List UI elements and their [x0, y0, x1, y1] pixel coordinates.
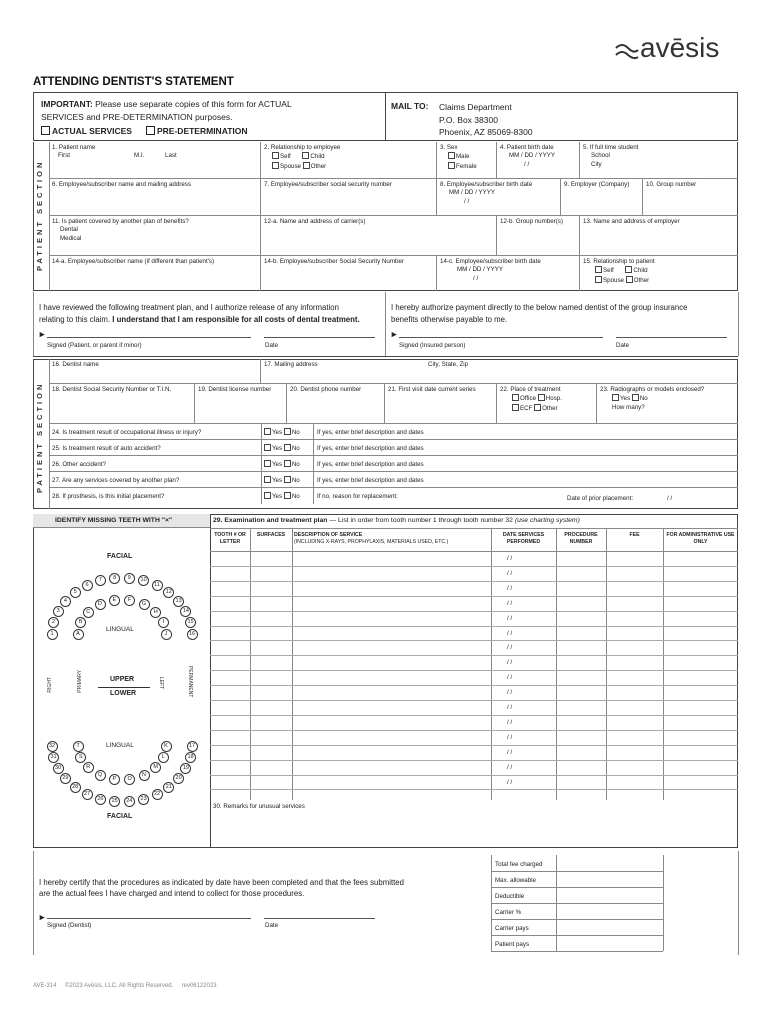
totals-label: Carrier pays — [495, 925, 529, 932]
col-admin-header — [663, 529, 738, 551]
yes-label: Yes — [272, 445, 283, 452]
insured-signature-line[interactable] — [399, 337, 603, 338]
col-description-header — [292, 529, 491, 551]
divider — [313, 488, 314, 504]
arrow-icon: ► — [390, 329, 399, 339]
date-slashes[interactable]: / / — [507, 763, 513, 771]
tooth-lower-L[interactable]: L — [158, 752, 169, 763]
totals-label: Deductible — [495, 893, 525, 900]
yes-checkbox[interactable] — [264, 428, 271, 435]
yes-no-options[interactable] — [264, 476, 300, 484]
lower-label: LOWER — [110, 690, 137, 697]
header-text: PROCEDURE NUMBER — [564, 532, 598, 545]
tooth-upper-C[interactable]: C — [83, 607, 94, 618]
arrow-icon: ► — [38, 329, 47, 339]
tooth-upper-14[interactable]: 14 — [180, 606, 191, 617]
dentist-date-label: Date — [265, 922, 279, 929]
signed-insured-label: Signed (Insured person) — [399, 342, 466, 349]
no-checkbox[interactable] — [284, 460, 291, 467]
certification-text: I hereby certify that the procedures as indicated by date have been completed and that the fees submitted are the actual fees I have charged and intend to collect for those procedures. — [39, 878, 404, 898]
field-relationship-to-patient[interactable]: 15. Relationship to patient Self Child Spouse Other — [583, 258, 655, 284]
tooth-lower-18[interactable]: 18 — [185, 752, 196, 763]
totals-right-border — [663, 855, 664, 951]
yes-no-options[interactable] — [264, 492, 300, 500]
field-patient-name[interactable]: 1. Patient name First M.I. Last — [49, 142, 261, 179]
date-slashes[interactable]: / / — [507, 733, 513, 741]
tooth-lower-T[interactable]: T — [73, 741, 84, 752]
row-divider — [210, 581, 738, 582]
divider — [261, 472, 262, 488]
tooth-upper-G[interactable]: G — [139, 599, 150, 610]
patient-section-label: PATIENT SECTION — [35, 159, 44, 271]
totals-value-field[interactable] — [557, 888, 662, 902]
totals-value-field[interactable] — [557, 904, 662, 918]
tooth-lower-K[interactable]: K — [161, 741, 172, 752]
field-employer[interactable]: 9. Employer (Company) — [561, 179, 643, 216]
row-divider — [210, 789, 738, 790]
mail-to-address: Claims Department P.O. Box 38300 Phoenix, AZ 85069-8300 — [439, 102, 533, 137]
prior-placement-label: Date of prior placement: — [567, 495, 634, 502]
yes-checkbox[interactable] — [264, 492, 271, 499]
tooth-upper-J[interactable]: J — [161, 629, 172, 640]
tooth-lower-28[interactable]: 28 — [70, 782, 81, 793]
tooth-upper-4[interactable]: 4 — [60, 596, 71, 607]
yes-label: Yes — [272, 493, 283, 500]
lingual-lower-label: LINGUAL — [106, 742, 134, 749]
insured-date-label: Date — [616, 342, 630, 349]
tooth-upper-11[interactable]: 11 — [152, 580, 163, 591]
tooth-upper-5[interactable]: 5 — [70, 587, 81, 598]
field-other-plan[interactable]: 11. Is patient covered by another plan of benefits? Dental Medical — [49, 216, 261, 256]
field-subscriber-birth-date[interactable]: 8. Employee/subscriber birth date MM / DD / YYYY / / — [437, 179, 561, 216]
totals-label: Total fee charged — [495, 861, 543, 868]
mail-to-label: MAIL TO: — [391, 101, 429, 111]
yes-checkbox[interactable] — [264, 444, 271, 451]
field-relationship[interactable]: 2. Relationship to employee Self Child Spouse Other — [261, 142, 437, 179]
field-subscriber-ssn[interactable]: 7. Employee/subscriber social security number — [261, 179, 437, 216]
no-checkbox[interactable] — [284, 428, 291, 435]
yes-label: Yes — [272, 477, 283, 484]
row-divider — [210, 745, 738, 746]
field-sex[interactable]: 3. Sex Male Female — [437, 142, 497, 179]
tooth-lower-26[interactable]: 26 — [95, 794, 106, 805]
row-divider — [210, 670, 738, 671]
date-slashes[interactable]: / / — [507, 644, 513, 652]
lingual-upper-label: LINGUAL — [106, 626, 134, 633]
plan-header: 29. Examination and treatment plan — List in order from tooth number 1 through tooth number 32 (use charting system) — [213, 517, 580, 524]
tooth-lower-25[interactable]: 25 — [109, 796, 120, 807]
tooth-lower-Q[interactable]: Q — [95, 770, 106, 781]
row-divider — [210, 551, 738, 552]
yes-checkbox[interactable] — [264, 476, 271, 483]
totals-label: Patient pays — [495, 941, 530, 948]
field-other-subscriber-birth-date[interactable]: 14-c. Employee/subscriber birth date MM / DD / YYYY / / — [437, 256, 580, 291]
date-slashes[interactable]: / / — [507, 555, 513, 562]
tooth-upper-10[interactable]: 10 — [138, 575, 149, 586]
field-first-visit-date[interactable]: 21. First visit date current series — [385, 384, 497, 424]
row-divider — [210, 775, 738, 776]
yes-no-options[interactable] — [264, 444, 300, 452]
col-surfaces-header — [250, 529, 292, 551]
avesis-logo — [614, 34, 739, 68]
field-radiographs[interactable]: 23. Radiographs or models enclosed? Yes No How many? — [597, 384, 738, 424]
date-slashes[interactable]: / / — [507, 614, 513, 622]
follow-up-prompt: If yes, enter brief description and dates — [317, 461, 424, 468]
tooth-upper-D[interactable]: D — [95, 599, 106, 610]
pre-determination-checkbox[interactable] — [146, 126, 155, 135]
page-title: ATTENDING DENTIST'S STATEMENT — [33, 76, 234, 88]
logo-text: avēsis — [640, 32, 720, 63]
tooth-upper-F[interactable]: F — [124, 595, 135, 606]
date-slashes[interactable]: / / — [507, 718, 513, 726]
divider — [313, 440, 314, 456]
authorization-payment-text: I hereby authorize payment directly to the below named dentist of the group insurance benefits otherwise payable to me. — [391, 303, 688, 324]
tooth-lower-P[interactable]: P — [109, 774, 120, 785]
dentist-date-line[interactable] — [264, 918, 375, 919]
tooth-lower-31[interactable]: 31 — [48, 752, 59, 763]
totals-label: Max. allowable — [495, 877, 536, 884]
yes-no-options[interactable] — [264, 460, 300, 468]
yes-no-options[interactable] — [264, 428, 300, 436]
no-label: No — [291, 461, 300, 468]
field-dentist-tin[interactable]: 18. Dentist Social Security Number or T.I.N. — [49, 384, 195, 424]
field-employer-address[interactable]: 13. Name and address of employer — [580, 216, 738, 256]
right-label: RIGHT — [47, 677, 53, 693]
no-checkbox[interactable] — [284, 476, 291, 483]
col-fee-header — [606, 529, 663, 551]
row-divider — [210, 760, 738, 761]
no-checkbox[interactable] — [284, 444, 291, 451]
tooth-upper-13[interactable]: 13 — [173, 596, 184, 607]
no-label: No — [291, 477, 300, 484]
date-slashes[interactable]: / / — [507, 748, 513, 756]
tooth-upper-8[interactable]: 8 — [109, 573, 120, 584]
divider — [261, 424, 262, 440]
tooth-lower-22[interactable]: 22 — [152, 789, 163, 800]
tooth-upper-H[interactable]: H — [150, 607, 161, 618]
totals-row-line — [491, 951, 663, 952]
totals-value-field[interactable] — [557, 856, 662, 870]
field-other-subscriber-ssn[interactable]: 14-b. Employee/subscriber Social Security Number — [261, 256, 437, 291]
upper-label: UPPER — [110, 676, 135, 683]
dentist-section-label: PATIENT SECTION — [35, 381, 44, 493]
tooth-lower-O[interactable]: O — [124, 774, 135, 785]
date-slashes[interactable]: / / — [507, 689, 513, 697]
header-text: (INCLUDING X-RAYS, PROPHYLAXIS, MATERIALS USED, ETC.) — [294, 538, 449, 545]
divider — [313, 456, 314, 472]
question-label: 24. Is treatment result of occupational illness or injury? — [52, 429, 202, 436]
insured-date-line[interactable] — [616, 337, 727, 338]
field-license-number[interactable]: 19. Dentist license number — [195, 384, 287, 424]
row-divider — [210, 640, 738, 641]
no-label: No — [291, 493, 300, 500]
question-label: 26. Other accident? — [52, 461, 107, 468]
field-subscriber-address[interactable]: 6. Employee/subscriber name and mailing address — [49, 179, 261, 216]
tooth-upper-7[interactable]: 7 — [95, 575, 106, 586]
tooth-lower-32[interactable]: 32 — [47, 741, 58, 752]
tooth-lower-27[interactable]: 27 — [82, 789, 93, 800]
no-label: No — [291, 445, 300, 452]
header-text: DATE SERVICES PERFORMED — [502, 532, 545, 545]
tooth-upper-E[interactable]: E — [109, 595, 120, 606]
divider — [313, 472, 314, 488]
follow-up-prompt: If yes, enter brief description and dates — [317, 477, 424, 484]
tooth-lower-R[interactable]: R — [83, 762, 94, 773]
field-place-of-treatment[interactable]: 22. Place of treatment Office Hosp. ECF Other — [497, 384, 597, 424]
tooth-upper-I[interactable]: I — [158, 617, 169, 628]
follow-up-prompt: If yes, enter brief description and dates — [317, 429, 424, 436]
patient-date-label: Date — [265, 342, 279, 349]
row-divider — [210, 626, 738, 627]
divider — [261, 488, 262, 504]
signed-patient-label: Signed (Patient, or parent if minor) — [47, 342, 142, 349]
tooth-lower-M[interactable]: M — [150, 762, 161, 773]
divider — [261, 440, 262, 456]
tooth-lower-21[interactable]: 21 — [163, 782, 174, 793]
tooth-upper-16[interactable]: 16 — [187, 629, 198, 640]
row-divider — [210, 655, 738, 656]
row-divider — [210, 596, 738, 597]
logo-mark-icon — [614, 40, 640, 60]
facial-top-label: FACIAL — [107, 553, 133, 560]
totals-label: Carrier % — [495, 909, 522, 916]
tooth-lower-30[interactable]: 30 — [53, 763, 64, 774]
question-label: 28. If prosthesis, is this initial placement? — [52, 493, 165, 500]
totals-value-field[interactable] — [557, 920, 662, 934]
tooth-lower-S[interactable]: S — [75, 752, 86, 763]
important-notice: IMPORTANT: Please use separate copies of this form for ACTUAL SERVICES and PRE-DETERMINATION purposes. — [41, 99, 292, 122]
date-slashes[interactable]: / / — [507, 674, 513, 682]
header-text: TOOTH # OR LETTER — [214, 532, 246, 545]
row-divider — [210, 700, 738, 701]
header-text: DESCRIPTION OF SERVICE — [294, 532, 363, 538]
tooth-lower-29[interactable]: 29 — [60, 773, 71, 784]
field-dentist-name[interactable]: 16. Dentist name — [49, 359, 261, 384]
col-date-header — [491, 529, 556, 551]
date-slashes[interactable]: / / — [507, 599, 513, 607]
tooth-upper-3[interactable]: 3 — [53, 606, 64, 617]
date-slashes[interactable]: / / — [507, 584, 513, 592]
date-slashes[interactable]: / / — [507, 704, 513, 711]
question-label: 25. Is treatment result of auto accident? — [52, 445, 161, 452]
tooth-upper-15[interactable]: 15 — [185, 617, 196, 628]
field-city-state-zip[interactable]: City, State, Zip — [425, 359, 738, 384]
header-text: SURFACES — [256, 532, 286, 538]
follow-up-prompt: If no, reason for replacement: — [317, 493, 398, 500]
remarks-label: 30. Remarks for unusual services — [213, 803, 305, 810]
date-slashes[interactable]: / / — [507, 629, 513, 637]
no-checkbox[interactable] — [284, 492, 291, 499]
field-dentist-phone[interactable]: 20. Dentist phone number — [287, 384, 385, 424]
arrow-icon: ► — [38, 912, 47, 922]
question-label: 27. Are any services covered by another plan? — [52, 477, 180, 484]
follow-up-prompt: If yes, enter brief description and dates — [317, 445, 424, 452]
yes-label: Yes — [272, 461, 283, 468]
totals-value-field[interactable] — [557, 872, 662, 886]
field-student[interactable]: 5. If full time student School City — [580, 142, 738, 179]
tooth-upper-1[interactable]: 1 — [47, 629, 58, 640]
primary-label: PRIMARY — [77, 670, 83, 693]
tooth-lower-20[interactable]: 20 — [173, 773, 184, 784]
left-label: LEFT — [158, 677, 164, 690]
field-carrier-group[interactable]: 12-b. Group number(s) — [497, 216, 580, 256]
tooth-upper-B[interactable]: B — [75, 617, 86, 628]
tooth-upper-12[interactable]: 12 — [163, 587, 174, 598]
header-text: FEE — [629, 532, 640, 538]
field-carrier-address[interactable]: 12-a. Name and address of carrier(s) — [261, 216, 497, 256]
tooth-upper-6[interactable]: 6 — [82, 580, 93, 591]
date-slashes[interactable]: / / — [507, 569, 513, 577]
pre-determination-option[interactable]: PRE-DETERMINATION — [146, 126, 248, 136]
field-patient-birth-date[interactable]: 4. Patient birth date MM / DD / YYYY / / — [497, 142, 580, 179]
signed-dentist-label: Signed (Dentist) — [47, 922, 92, 929]
field-mailing-address[interactable]: 17. Mailing address — [261, 359, 425, 384]
tooth-lower-N[interactable]: N — [139, 770, 150, 781]
actual-services-option[interactable]: ACTUAL SERVICES — [41, 126, 132, 136]
yes-label: Yes — [272, 429, 283, 436]
dentist-signature-line[interactable] — [47, 918, 251, 919]
tooth-upper-9[interactable]: 9 — [124, 573, 135, 584]
col-procedure-header — [556, 529, 606, 551]
row-divider — [210, 715, 738, 716]
actual-services-checkbox[interactable] — [41, 126, 50, 135]
patient-date-line[interactable] — [264, 337, 375, 338]
row-divider — [210, 685, 738, 686]
divider — [313, 424, 314, 440]
yes-checkbox[interactable] — [264, 460, 271, 467]
no-label: No — [291, 429, 300, 436]
header-text: FOR ADMINISTRATIVE USE ONLY — [666, 532, 735, 545]
field-other-subscriber-name[interactable]: 14-a. Employee/subscriber name (if different than patient's) — [49, 256, 261, 291]
permanent-label: PERMANENT — [187, 666, 193, 698]
col-tooth-header — [210, 529, 250, 551]
row-divider — [210, 730, 738, 731]
row-divider — [210, 566, 738, 567]
tooth-lower-23[interactable]: 23 — [138, 794, 149, 805]
facial-bottom-label: FACIAL — [107, 813, 133, 820]
field-group-number[interactable]: 10. Group number — [643, 179, 738, 216]
tooth-lower-19[interactable]: 19 — [180, 763, 191, 774]
tooth-lower-24[interactable]: 24 — [124, 796, 135, 807]
date-slashes[interactable]: / / — [507, 659, 513, 667]
patient-signature-line[interactable] — [47, 337, 251, 338]
prior-placement-date: / / — [667, 495, 673, 502]
tooth-lower-17[interactable]: 17 — [187, 741, 198, 752]
authorization-release-text: I have reviewed the following treatment plan, and I authorize release of any information relating to this claim. I understand that I am responsible for all costs of dental treatment. — [39, 303, 360, 324]
totals-value-field[interactable] — [557, 936, 662, 950]
divider — [261, 456, 262, 472]
date-slashes[interactable]: / / — [507, 778, 513, 786]
row-divider — [210, 611, 738, 612]
tooth-upper-A[interactable]: A — [73, 629, 84, 640]
teeth-chart-header: IDENTIFY MISSING TEETH WITH "×" — [55, 517, 173, 524]
footer: AVE-314 ©2023 Avēsis, LLC. All Rights Reserved. rev06122023 — [33, 983, 217, 989]
tooth-upper-2[interactable]: 2 — [48, 617, 59, 628]
